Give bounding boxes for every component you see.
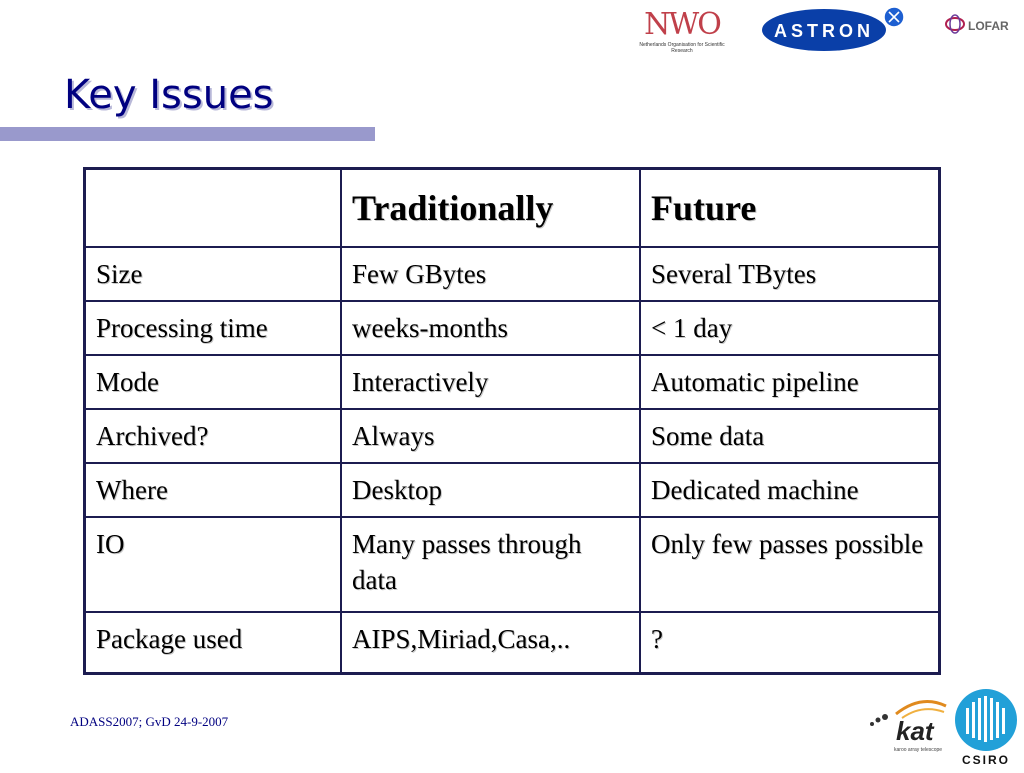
table-cell: Automatic pipeline <box>641 356 938 410</box>
table-cell: Desktop <box>342 464 641 518</box>
table-cell: IO <box>86 518 342 613</box>
astron-logo-text: ASTRON <box>774 21 874 41</box>
table-cell: Archived? <box>86 410 342 464</box>
kat-logo <box>866 694 950 754</box>
table-cell: ? <box>651 624 663 654</box>
comparison-table <box>83 167 941 675</box>
csiro-logo-text: CSIRO <box>961 753 1011 767</box>
table-cell: Many passes through data <box>342 518 641 613</box>
table-cell: Some data <box>641 410 938 464</box>
table-cell: Always <box>342 410 641 464</box>
table-cell: < 1 day <box>641 302 938 356</box>
astron-logo <box>758 6 914 52</box>
table-cell: Few GBytes <box>342 248 641 302</box>
nwo-logo-mark: NWO <box>644 7 720 42</box>
table-cell: weeks-months <box>342 302 641 356</box>
kat-logo-subtitle: karoo array telescope <box>894 747 943 753</box>
title-underline <box>0 127 375 141</box>
table-cell: Mode <box>86 356 342 410</box>
footer-text: ADASS2007; GvD 24-9-2007 <box>70 714 229 729</box>
kat-logo-text: kat <box>896 716 934 746</box>
lofar-logo-text: LOFAR <box>968 19 1009 33</box>
table-cell: Several TBytes <box>641 248 938 302</box>
lofar-logo <box>944 12 1020 38</box>
table-cell: Processing time <box>86 302 342 356</box>
nwo-logo-subtitle: Netherlands Organisation for Scientific Research <box>639 42 725 54</box>
table-cell: Package used <box>86 613 342 672</box>
csiro-logo <box>952 688 1020 768</box>
table-cell: AIPS,Miriad,Casa,.. <box>342 613 641 672</box>
table-cell: Where <box>86 464 342 518</box>
table-header-cell: Future <box>641 170 938 248</box>
table-cell: Size <box>86 248 342 302</box>
table-cell: Interactively <box>342 356 641 410</box>
table-cell: Only few passes possible <box>641 518 938 613</box>
slide-title: Key Issues <box>64 72 274 118</box>
table-cell: Dedicated machine <box>641 464 938 518</box>
table-header-cell <box>86 170 342 248</box>
table-header-cell: Traditionally <box>342 170 641 248</box>
nwo-logo <box>636 8 728 52</box>
